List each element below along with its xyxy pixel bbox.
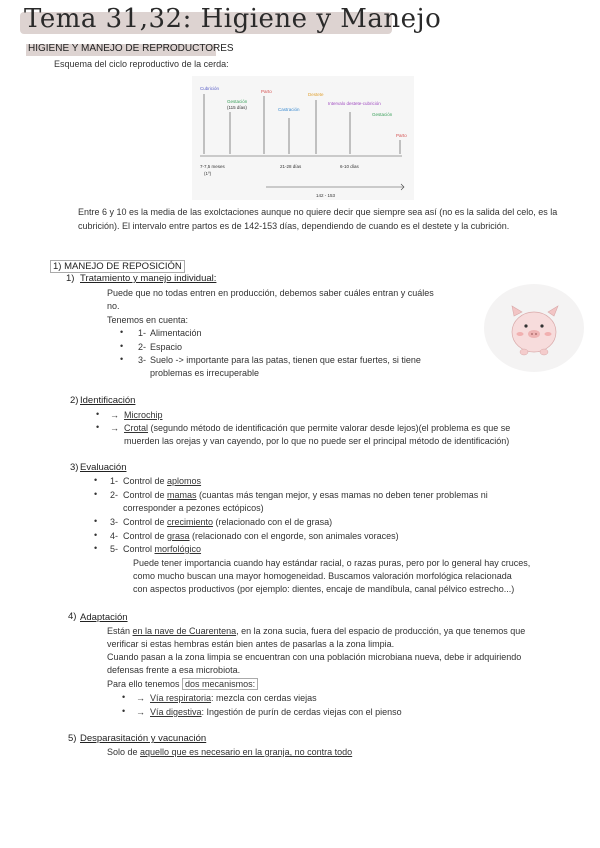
s1-p1a: Puede que no todas entren en producción, debemos saber cuáles entran y cuáles — [107, 288, 434, 298]
s4-line-3: Cuando pasan a la zona limpia se encuentran con una población microbiana nueva, debe ir adquiriendo — [107, 652, 522, 662]
s3-item-5: Control morfológico — [123, 544, 202, 554]
section-header: HIGIENE Y MANEJO DE REPRODUCTORES — [28, 43, 234, 54]
label-castracion: Castración — [278, 107, 300, 112]
bullet-dot: • — [120, 341, 124, 351]
bullet-dot: • — [94, 543, 98, 553]
s3-title: Evaluación — [80, 462, 127, 473]
s1-item-3-cont: problemas es irrecuperable — [150, 368, 260, 378]
s3-item-3-num: 3- — [110, 517, 119, 527]
s4-item-2-arrow: → — [136, 707, 145, 717]
s1-item-3-num: 3- — [138, 355, 147, 365]
label-total: 142 - 153 — [316, 193, 336, 198]
scheme-label: Esquema del ciclo reproductivo de la cerda: — [54, 59, 229, 69]
s2-microchip: Microchip — [124, 410, 163, 420]
label-parto-1: Parto — [261, 89, 272, 94]
pig-sticker — [482, 282, 586, 374]
label-cubricion: Cubrición — [200, 86, 220, 91]
s3-item-1-num: 1- — [110, 476, 119, 486]
s3-morf-2: como mucho buscan una mayor homogeneidad. Buscamos valoración morfológica relacionada — [133, 571, 512, 581]
reproductive-cycle-diagram — [192, 76, 414, 200]
label-intervalo: Intervalo destete-cubrición — [328, 101, 381, 106]
s1-item-3: Suelo -> importante para las patas, tienen que estar fuertes, si tiene — [150, 355, 421, 365]
s3-morf-1: Puede tener importancia cuando hay estándar racial, o razas puras, pero por lo general hay cruces, — [133, 558, 531, 568]
label-destete: Destete — [308, 92, 324, 97]
bullet-dot: • — [94, 475, 98, 485]
s3-item-2: Control de mamas (cuantas más tengan mejor, y esas mamas no deben tener problemas ni — [123, 490, 488, 500]
reposicion-header: 1) MANEJO DE REPOSICIÓN — [50, 260, 185, 273]
s4-line-4: defensas frente a esa microbiota. — [107, 665, 241, 675]
s1-p1b: no. — [107, 301, 120, 311]
s2-i1-arrow: → — [110, 410, 119, 420]
s5-title: Desparasitación y vacunación — [80, 733, 207, 744]
s1-title: Tratamiento y manejo individual: — [80, 273, 217, 284]
label-t1: 7-7,5 meses — [200, 164, 225, 169]
s1-item-1: Alimentación — [150, 328, 202, 338]
s3-item-1: Control de aplomos — [123, 476, 202, 486]
s4-item-1: Vía respiratoria: mezcla con cerdas viejas — [150, 693, 317, 703]
s3-item-3: Control de crecimiento (relacionado con el de grasa) — [123, 517, 333, 527]
s4-item-1-arrow: → — [136, 693, 145, 703]
s3-item-2-num: 2- — [110, 490, 119, 500]
s4-line-5: Para ello tenemos dos mecanismos: — [107, 678, 258, 691]
s2-title: Identificación — [80, 395, 136, 406]
s2-crotal-line — [124, 422, 510, 435]
s2-crotal-text: (segundo método de identificación que permite valorar desde lejos)(el problema es que se — [148, 423, 511, 433]
s2-crotal-cont: muerden las orejas y van cayendo, por lo que no puede ser el principal método de identificación) — [124, 436, 510, 446]
label-parto-2: Parto — [396, 133, 407, 138]
s3-item-4: Control de grasa (relacionado con el engorde, son animales voraces) — [123, 531, 399, 541]
s1-item-1-num: 1- — [138, 328, 147, 338]
s3-item-4-num: 4- — [110, 531, 119, 541]
label-gestacion-2: Gestación — [372, 112, 393, 117]
s3-item-5-num: 5- — [110, 544, 119, 554]
s5-line-1: Solo de aquello que es necesario en la granja, no contra todo — [107, 747, 353, 757]
bullet-dot: • — [94, 489, 98, 499]
bullet-dot: • — [120, 354, 124, 364]
s4-title: Adaptación — [80, 612, 128, 623]
s4-line-2: verificar si estas hembras están bien antes de pasarlas a la zona limpia. — [107, 639, 395, 649]
bullet-dot: • — [94, 530, 98, 540]
bullet-dot: • — [94, 516, 98, 526]
s3-num: 3) — [70, 462, 79, 473]
s5-num: 5) — [68, 733, 77, 744]
s4-line-1: Están en la nave de Cuarentena, en la zona sucia, fuera del espacio de producción, ya que tenemos que — [107, 626, 526, 636]
s3-item-2-cont: corresponder a pezones ectópicos) — [123, 503, 264, 513]
s2-i2-arrow: → — [110, 423, 119, 433]
s1-item-2: Espacio — [150, 342, 183, 352]
bullet-dot: • — [120, 327, 124, 337]
s4-item-2: Vía digestiva: Ingestión de purín de cerdas viejas con el pienso — [150, 707, 402, 717]
label-t1b: (1º) — [204, 171, 212, 176]
s3-morf-3: con aspectos productivos (por ejemplo: dientes, encaje de mandíbula, canal pélvico estrecho...) — [133, 584, 515, 594]
bullet-dot: • — [96, 409, 100, 419]
bullet-dot: • — [122, 692, 126, 702]
intro-paragraph: Entre 6 y 10 es la media de las exolctaciones aunque no quiere decir que siempre sea así (no es la salida del celo, es la cubrición). El intervalo entre partos es de 142-153 días, dependiendo de cuando es el destete y la cubrición. — [78, 207, 558, 231]
label-gestacion: Gestación — [227, 99, 248, 104]
s1-p2: Tenemos en cuenta: — [107, 315, 189, 325]
s1-num: 1) — [66, 273, 75, 284]
page-title: Tema 31,32: Higiene y Manejo — [24, 4, 442, 34]
s2-crotal: Crotal — [124, 423, 149, 433]
label-gestacion-dias: (115 días) — [227, 105, 247, 110]
label-t3: 6-10 días — [340, 164, 359, 169]
s4-num: 4) — [68, 611, 77, 622]
bullet-dot: • — [96, 422, 100, 432]
s1-item-2-num: 2- — [138, 342, 147, 352]
label-t2: 21-28 días — [280, 164, 302, 169]
s2-num: 2) — [70, 395, 79, 406]
bullet-dot: • — [122, 706, 126, 716]
